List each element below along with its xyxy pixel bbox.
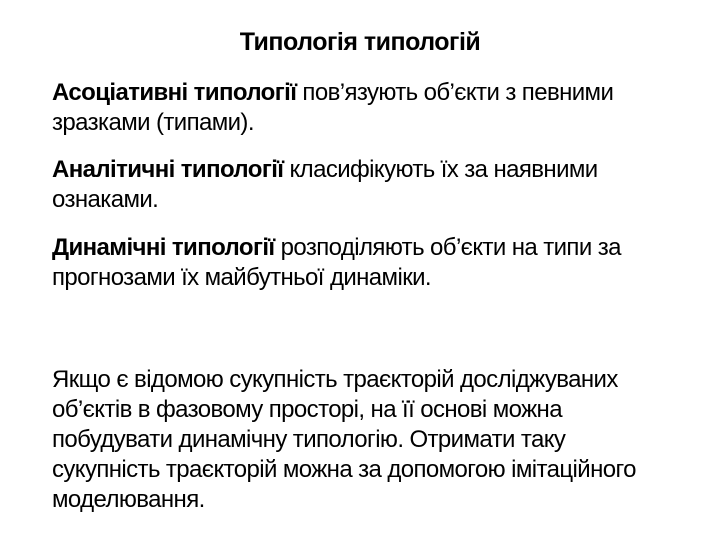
definition-dynamic: розподіляють об’єкти на типи за прогнозами їх майбутньої динаміки. [52, 234, 621, 291]
definition-associative: пов’язують об’єкти з певними зразками (типами). [52, 79, 614, 136]
definition-analytical: класифікують їх за наявними ознаками. [52, 156, 598, 213]
paragraph-analytical [52, 155, 672, 215]
term-dynamic: Динамічні типології [52, 234, 275, 261]
slide-title: Типологія типологій [239, 28, 481, 56]
paragraph-dynamic [52, 233, 672, 293]
note-paragraph: Якщо є відомою сукупність траєкторій досліджуваних об’єктів в фазовому просторі, на її основі можна побудувати динамічну типологію. Отримати таку сукупність траєкторій можна за допомогою імітаційного моделювання. [52, 366, 636, 513]
paragraph-associative [52, 78, 672, 138]
term-analytical: Аналітичні типології [52, 156, 284, 183]
term-associative: Асоціативні типології [52, 79, 297, 106]
